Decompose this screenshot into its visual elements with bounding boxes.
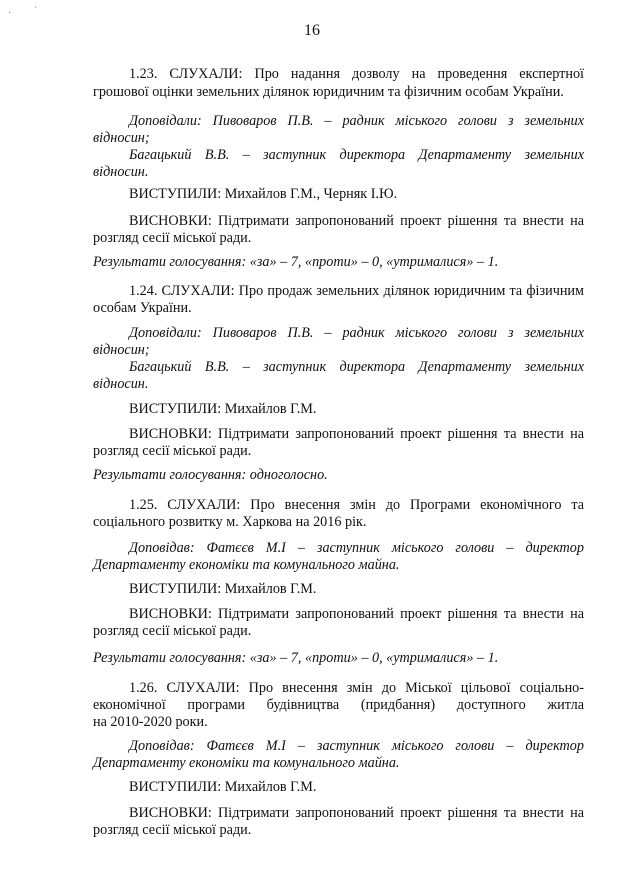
item-spoke: ВИСТУПИЛИ: Михайлов Г.М. bbox=[129, 779, 317, 795]
item-reporters-line: Багацький В.В. – заступник директора Департаменту земельних bbox=[129, 147, 584, 163]
item-reporters-line: відносин; bbox=[93, 130, 150, 146]
scan-mark: ` bbox=[34, 6, 38, 17]
item-conclusion-line: ВИСНОВКИ: Підтримати запропонований проект рішення та внести на bbox=[129, 606, 584, 622]
item-reporters-line: Доповідали: Пивоваров П.В. – радник міського голови з земельних bbox=[129, 325, 584, 341]
item-reporters-line: Департаменту економіки та комунального майна. bbox=[93, 557, 400, 573]
item-reporters-line: Доповідав: Фатєєв М.І – заступник міського голови – директор bbox=[129, 540, 584, 556]
item-heard-line: 1.24. СЛУХАЛИ: Про продаж земельних ділянок юридичним та фізичним bbox=[129, 283, 584, 299]
item-vote-result: Результати голосування: «за» – 7, «проти» – 0, «утрималися» – 1. bbox=[93, 254, 499, 270]
item-vote-result: Результати голосування: одноголосно. bbox=[93, 467, 328, 483]
item-heard-line: 1.25. СЛУХАЛИ: Про внесення змін до Програми економічного та bbox=[129, 497, 584, 513]
item-conclusion-line: розгляд сесії міської ради. bbox=[93, 230, 252, 246]
item-conclusion-line: ВИСНОВКИ: Підтримати запропонований проект рішення та внести на bbox=[129, 213, 584, 229]
item-conclusion-line: розгляд сесії міської ради. bbox=[93, 623, 252, 639]
item-heard-line: особам України. bbox=[93, 300, 192, 316]
item-reporters-line: Багацький В.В. – заступник директора Департаменту земельних bbox=[129, 359, 584, 375]
item-reporters-line: Доповідали: Пивоваров П.В. – радник міського голови з земельних bbox=[129, 113, 584, 129]
item-vote-result: Результати голосування: «за» – 7, «проти» – 0, «утрималися» – 1. bbox=[93, 650, 499, 666]
item-reporters-line: відносин. bbox=[93, 376, 149, 392]
item-conclusion-line: розгляд сесії міської ради. bbox=[93, 822, 252, 838]
item-reporters-line: відносин; bbox=[93, 342, 150, 358]
item-reporters-line: відносин. bbox=[93, 164, 149, 180]
item-reporters-line: Департаменту економіки та комунального майна. bbox=[93, 755, 400, 771]
item-conclusion-line: розгляд сесії міської ради. bbox=[93, 443, 252, 459]
scan-mark: · bbox=[8, 8, 12, 19]
item-spoke: ВИСТУПИЛИ: Михайлов Г.М., Черняк І.Ю. bbox=[129, 186, 398, 202]
item-heard-line: 1.26. СЛУХАЛИ: Про внесення змін до Міської цільової соціально- bbox=[129, 680, 584, 696]
item-spoke: ВИСТУПИЛИ: Михайлов Г.М. bbox=[129, 581, 317, 597]
item-conclusion-line: ВИСНОВКИ: Підтримати запропонований проект рішення та внести на bbox=[129, 426, 584, 442]
item-heard-line: економічної програми будівництва (придбання) доступного житла bbox=[93, 697, 584, 713]
item-heard-line: на 2010-2020 роки. bbox=[93, 714, 208, 730]
item-conclusion-line: ВИСНОВКИ: Підтримати запропонований проект рішення та внести на bbox=[129, 805, 584, 821]
item-heard-line: соціального розвитку м. Харкова на 2016 рік. bbox=[93, 514, 367, 530]
item-spoke: ВИСТУПИЛИ: Михайлов Г.М. bbox=[129, 401, 317, 417]
item-reporters-line: Доповідав: Фатєєв М.І – заступник міського голови – директор bbox=[129, 738, 584, 754]
page-number: 16 bbox=[304, 22, 320, 39]
item-heard-line: грошової оцінки земельних ділянок юридичним та фізичним особам України. bbox=[93, 84, 564, 100]
item-heard-line: 1.23. СЛУХАЛИ: Про надання дозволу на проведення експертної bbox=[129, 66, 584, 82]
